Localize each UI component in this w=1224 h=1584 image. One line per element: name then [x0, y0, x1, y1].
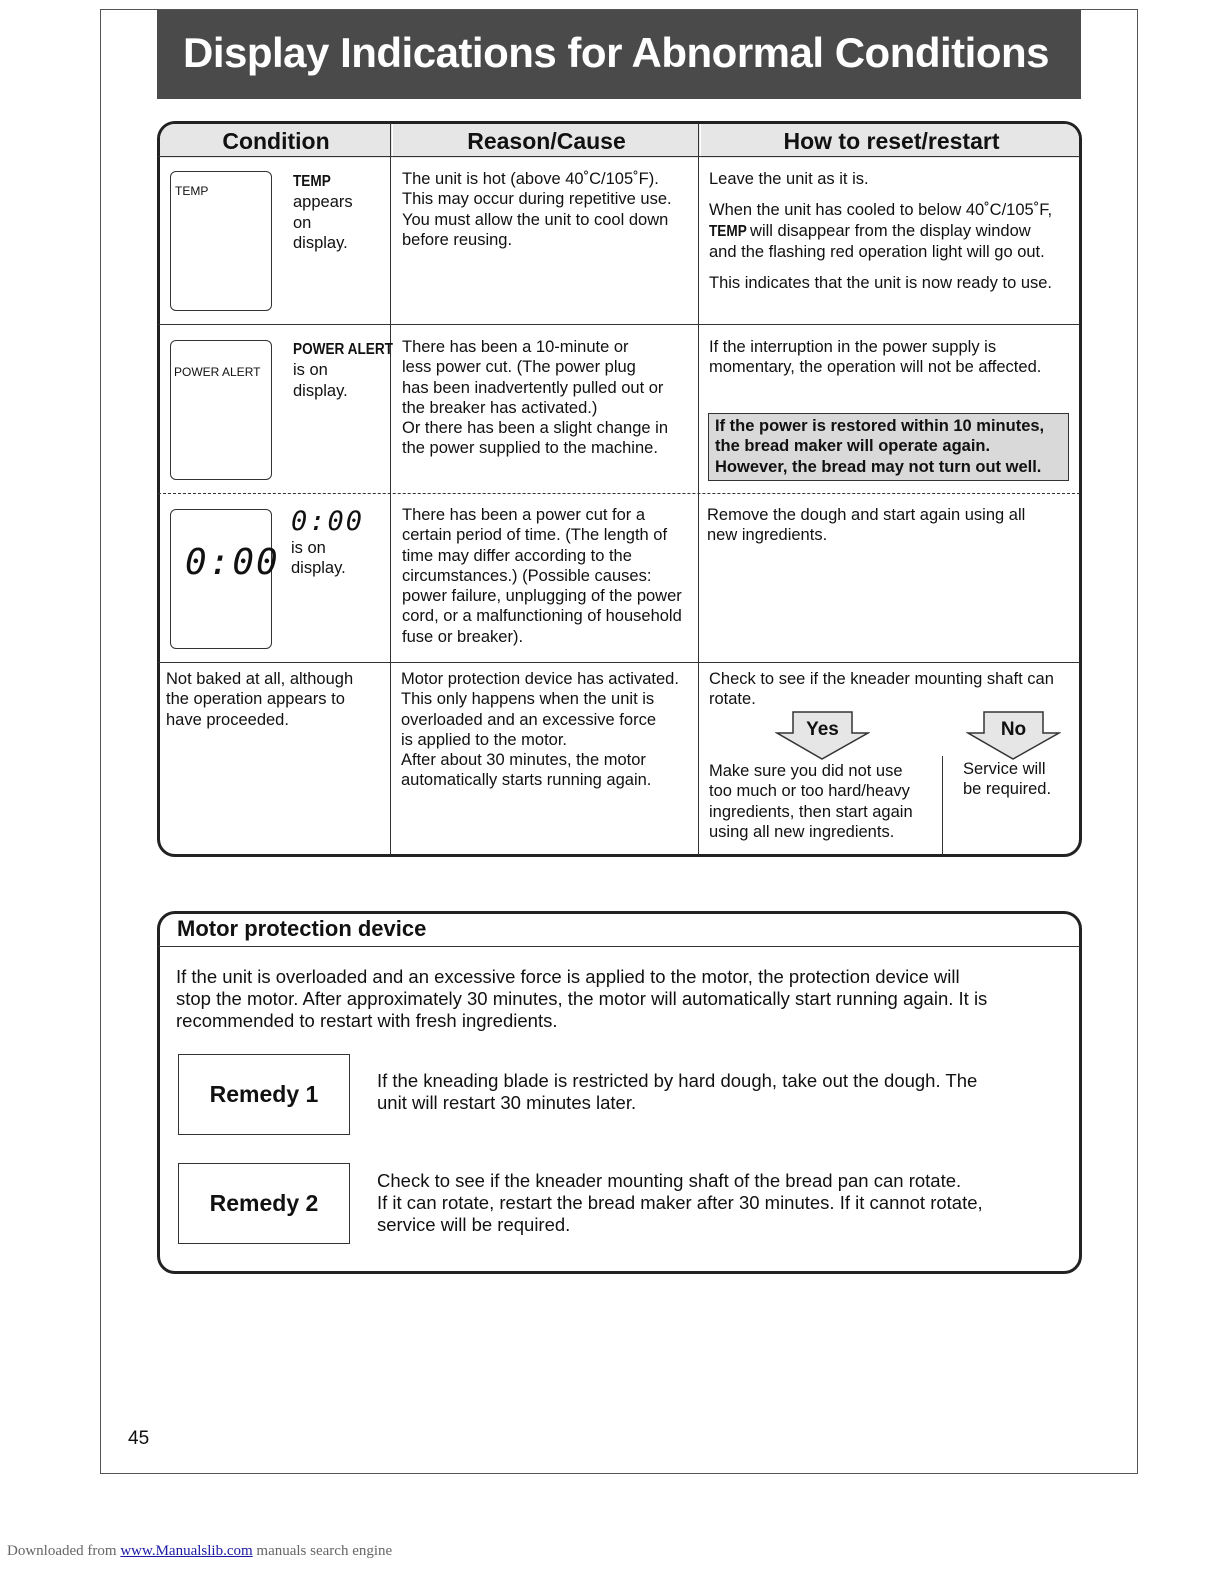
divider: [158, 324, 1080, 325]
note-line: If the power is restored within 10 minutes,: [715, 417, 1045, 435]
intro-line: recommended to restart with fresh ingredients.: [176, 1010, 558, 1031]
row4-reason-line: After about 30 minutes, the motor: [401, 751, 646, 770]
note-line: the bread maker will operate again.: [715, 437, 991, 456]
row3-reason: [402, 505, 682, 647]
row1-reason: [402, 169, 672, 250]
divider: [158, 946, 1080, 947]
divider: [158, 662, 1080, 663]
yes-text: [709, 761, 913, 842]
row3-condition: [291, 506, 364, 579]
row1-fix-line: and the flashing red operation light will go out.: [709, 242, 1045, 261]
row1-desc: display.: [293, 233, 348, 252]
intro-line: stop the motor. After approximately 30 minutes, the motor will automatically start running again. It is: [176, 988, 988, 1009]
remedy-1-label: Remedy 1: [178, 1054, 350, 1135]
row2-reason: [402, 337, 668, 459]
lcd-power-alert-text: POWER ALERT: [174, 365, 261, 379]
row1-reason-line: This may occur during repetitive use.: [402, 190, 672, 209]
row1-fix: [709, 169, 1052, 293]
row2-fix-line: momentary, the operation will not be affected.: [709, 358, 1042, 377]
page-title: Display Indications for Abnormal Conditions: [157, 10, 1081, 99]
remedy-line: If the kneading blade is restricted by hard dough, take out the dough. The: [377, 1070, 978, 1091]
header-reason: Reason/Cause: [393, 124, 700, 158]
row2-fix: [709, 337, 1041, 378]
row4-condition: [166, 669, 353, 730]
row4-condition-line: Not baked at all, although: [166, 670, 354, 688]
row3-reason-line: time may differ according to the: [402, 546, 632, 565]
row1-reason-line: before reusing.: [402, 230, 513, 249]
row3-desc: is on: [291, 539, 326, 557]
header-condition: Condition: [160, 124, 392, 158]
yes-label: Yes: [806, 719, 839, 740]
yes-text-line: ingredients, then start again: [709, 802, 913, 821]
row2-condition: [293, 339, 411, 401]
row1-fix-line: When the unit has cooled to below 40˚C/105˚F,: [709, 201, 1053, 220]
row3-reason-line: circumstances.) (Possible causes:: [402, 566, 652, 585]
row2-reason-line: Or there has been a slight change in: [402, 419, 669, 438]
temp-code: TEMP: [293, 173, 331, 190]
intro-line: If the unit is overloaded and an excessive force is applied to the motor, the protection device will: [176, 966, 960, 987]
power-alert-code: POWER ALERT: [293, 341, 393, 358]
lcd-temp-text: TEMP: [175, 184, 209, 198]
row4-reason-line: overloaded and an excessive force: [401, 710, 656, 729]
lcd-zero-time-text: 0:00: [185, 542, 280, 583]
row3-reason-line: certain period of time. (The length of: [402, 526, 668, 545]
row1-desc: on: [293, 213, 312, 232]
row2-desc: display.: [293, 381, 348, 400]
row3-fix-line: new ingredients.: [707, 526, 828, 545]
motor-protection-title: Motor protection device: [177, 916, 427, 941]
row1-fix-line: will disappear from the display window: [750, 221, 1031, 240]
row1-reason-line: The unit is hot (above 40˚C/105˚F).: [402, 170, 659, 188]
row2-reason-line: the breaker has activated.): [402, 398, 598, 417]
row2-fix-line: If the interruption in the power supply is: [709, 338, 997, 356]
row3-fix: [707, 505, 1025, 546]
yes-text-line: using all new ingredients.: [709, 822, 895, 841]
remedy-line: If it can rotate, restart the bread maker after 30 minutes. If it cannot rotate,: [377, 1192, 983, 1213]
column-divider: [390, 123, 391, 855]
manualslib-link[interactable]: www.Manualslib.com: [120, 1543, 253, 1559]
row3-fix-line: Remove the dough and start again using all: [707, 506, 1026, 524]
row4-condition-line: have proceeded.: [166, 710, 289, 729]
row4-reason-line: automatically starts running again.: [401, 771, 652, 790]
note-line: However, the bread may not turn out well.: [715, 457, 1042, 476]
no-label: No: [1000, 719, 1027, 740]
lcd-display-temp: [170, 171, 272, 311]
lcd-display-zero-time: [170, 509, 280, 649]
row2-reason-line: less power cut. (The power plug: [402, 358, 636, 377]
column-divider: [698, 123, 699, 855]
row4-fix: [709, 669, 1054, 710]
page-number: 45: [128, 1428, 150, 1449]
row2-desc: is on: [293, 361, 328, 380]
row4-condition-line: the operation appears to: [166, 690, 345, 709]
row1-reason-line: You must allow the unit to cool down: [402, 210, 669, 229]
row1-fix-line: Leave the unit as it is.: [709, 170, 869, 188]
row1-desc: appears: [293, 193, 353, 212]
no-text: [963, 759, 1051, 800]
no-text-line: Service will: [963, 760, 1046, 778]
column-divider: [942, 756, 943, 855]
temp-code: TEMP: [709, 222, 747, 240]
remedy-2-label: Remedy 2: [178, 1163, 350, 1244]
row3-reason-line: There has been a power cut for a: [402, 506, 646, 524]
row3-reason-line: cord, or a malfunctioning of household: [402, 607, 682, 626]
remedy-line: service will be required.: [377, 1214, 571, 1235]
row2-reason-line: There has been a 10-minute or: [402, 338, 629, 356]
divider: [158, 493, 1080, 494]
row4-reason-line: Motor protection device has activated.: [401, 670, 679, 688]
row4-fix-line: Check to see if the kneader mounting shaft can: [709, 670, 1054, 688]
footer-prefix: Downloaded from: [7, 1543, 117, 1559]
row1-fix-line: This indicates that the unit is now ready to use.: [709, 274, 1053, 293]
lcd-display-power-alert: [170, 340, 272, 480]
row4-reason: [401, 669, 679, 791]
row2-reason-line: has been inadvertently pulled out or: [402, 378, 664, 397]
remedy-line: Check to see if the kneader mounting shaft of the bread pan can rotate.: [377, 1170, 962, 1191]
yes-text-line: Make sure you did not use: [709, 762, 903, 780]
row2-reason-line: the power supplied to the machine.: [402, 439, 658, 458]
row3-reason-line: fuse or breaker).: [402, 627, 524, 646]
row1-condition: [293, 171, 353, 253]
row4-reason-line: This only happens when the unit is: [401, 690, 655, 709]
header-reset: How to reset/restart: [701, 124, 1082, 158]
row4-reason-line: is applied to the motor.: [401, 730, 568, 749]
row4-fix-line: rotate.: [709, 690, 756, 709]
row3-reason-line: power failure, unplugging of the power: [402, 587, 682, 606]
no-text-line: be required.: [963, 780, 1052, 799]
remedy-1-text: [377, 1070, 977, 1114]
remedy-2-text: [377, 1170, 983, 1236]
zero-time-code: 0:00: [291, 506, 365, 537]
remedy-line: unit will restart 30 minutes later.: [377, 1092, 637, 1113]
divider: [158, 156, 1080, 157]
motor-intro: [176, 966, 987, 1032]
row3-desc: display.: [291, 559, 346, 578]
yes-text-line: too much or too hard/heavy: [709, 782, 910, 801]
footer: [7, 1543, 392, 1560]
footer-suffix: manuals search engine: [256, 1543, 393, 1559]
power-restored-note: [708, 413, 1069, 481]
